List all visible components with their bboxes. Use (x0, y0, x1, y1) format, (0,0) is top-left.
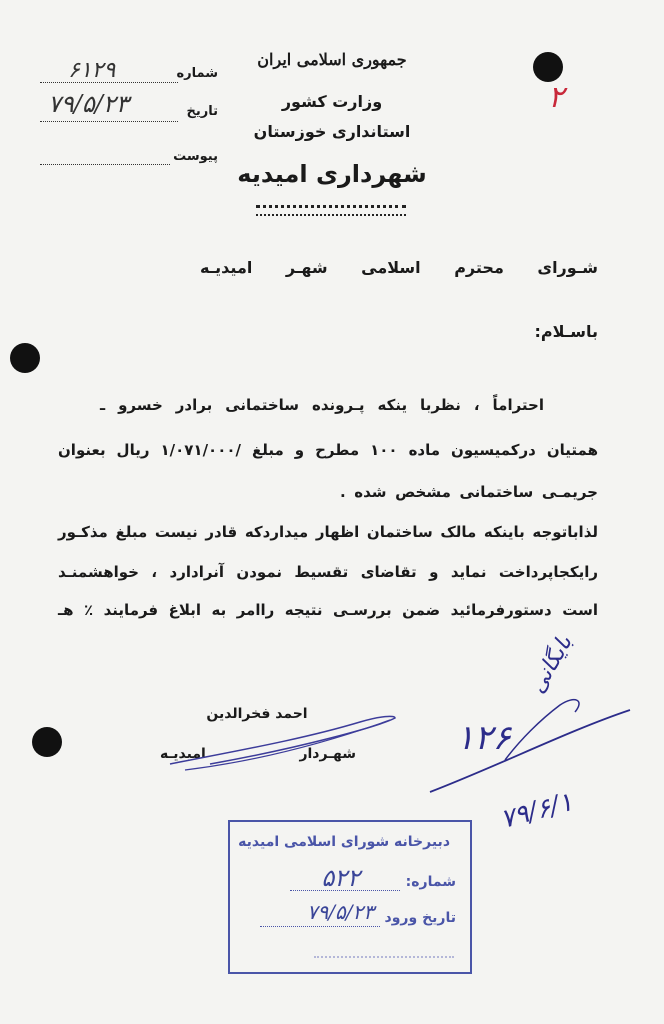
date-value: ۷۹/۵/۲۳ (48, 90, 129, 118)
recipient-line: شـورای محترم اسلامی شهـر امیدیـه (200, 258, 598, 277)
signer-title: شهـردار امیدیـه (160, 746, 356, 762)
salutation: باسـلام: (534, 322, 598, 341)
ministry-title: وزارت کشور (281, 92, 383, 111)
punch-hole-middle (10, 343, 40, 373)
handwritten-note-number: ۱۲۶ (456, 718, 511, 758)
attachment-label: پیوست (173, 149, 218, 164)
margin-mark: ۲ (548, 80, 565, 115)
stamp-faded-line (314, 946, 454, 958)
attachment-line (40, 164, 170, 165)
body-line-3: جریمـی ساختمانی مشخص شده . (340, 483, 598, 501)
letterhead-divider (256, 205, 406, 216)
receipt-stamp (228, 820, 472, 974)
punch-hole-bottom (32, 727, 62, 757)
body-line-1: احتراماً ، نظربا ینکه پـرونده ساختمانی برادر خسرو ـ (100, 396, 544, 414)
republic-title: جمهوری اسلامی ایران (257, 50, 407, 69)
date-label: تاریخ (186, 104, 218, 119)
stamp-date-dots (260, 926, 380, 927)
signer-name: احمد فخرالدین (206, 706, 308, 722)
stamp-date-value: ۷۹/۵/۲۳ (306, 900, 374, 924)
body-line-6: است دستورفرمائید ضمن بررسـی نتیجه راامر به ابلاغ فرمایند ٪ هـ (58, 601, 598, 619)
stamp-title: دبیرخانه شورای اسلامی امیدیه (238, 834, 450, 850)
stamp-number-value: ۵۲۲ (321, 864, 360, 892)
number-value: ۶۱۲۹ (68, 58, 116, 83)
date-line (40, 121, 178, 122)
stamp-date-label: تاریخ ورود (384, 910, 456, 926)
number-label: شماره (176, 66, 218, 81)
handwritten-note-archive: بایگانی (524, 631, 578, 698)
governorate-title: استانداری خوزستان (253, 122, 411, 141)
body-line-2: همتیان درکمیسیون ماده ۱۰۰ مطرح و مبلغ /۱/۰۷۱/۰۰۰ ریال بعنوان (58, 441, 598, 459)
stamp-number-label: شماره: (405, 874, 456, 890)
handwritten-note-date: ۷۹/۶/۱ (497, 787, 577, 835)
municipality-title: شهرداری امیدیه (237, 160, 427, 188)
body-line-5: رایکجاپرداخت نماید و تقاضای تقسیط نمودن آنرادارد ، خواهشمنـد (58, 563, 598, 581)
body-line-4: لذاباتوجه باینکه مالک ساختمان اظهار میداردکه قادر نیست مبلغ مذکـور (58, 523, 598, 541)
